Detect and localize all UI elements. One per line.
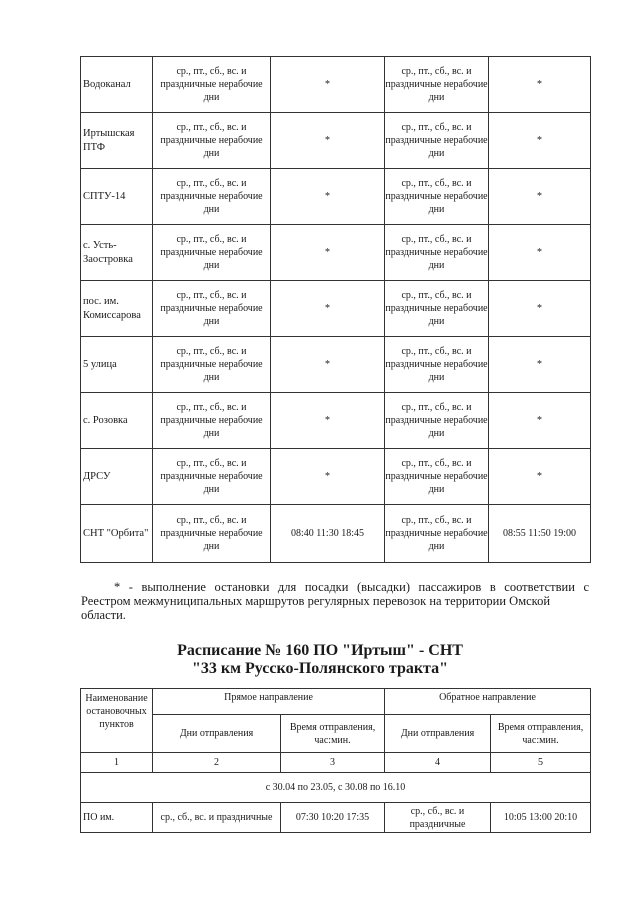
departure-days-forward-cell: ср., пт., сб., вс. и праздничные нерабочие дни: [153, 505, 271, 563]
schedule-table-continued: [80, 56, 591, 563]
departure-days-forward-cell: ср., пт., сб., вс. и праздничные нерабочие дни: [153, 281, 271, 337]
departure-time-backward-cell: *: [489, 113, 591, 169]
header-departure-time: Время отправления, час:мин.: [281, 715, 385, 753]
departure-days-backward-cell: ср., пт., сб., вс. и праздничные нерабочие дни: [385, 225, 489, 281]
table-row: [81, 393, 591, 449]
table-row: [81, 225, 591, 281]
departure-time-forward-cell: *: [271, 225, 385, 281]
schedule-table: [80, 688, 591, 833]
period-row: [81, 773, 591, 803]
header-forward-direction: Прямое направление: [153, 689, 385, 715]
column-number: 2: [153, 753, 281, 773]
departure-days-forward-cell: ср., пт., сб., вс. и праздничные нерабочие дни: [153, 113, 271, 169]
departure-days-forward-cell: ср., пт., сб., вс. и праздничные нерабочие дни: [153, 57, 271, 113]
departure-days-backward-cell: ср., пт., сб., вс. и праздничные нерабочие дни: [385, 169, 489, 225]
schedule-subtitle: "33 км Русско-Полянского тракта": [192, 660, 448, 677]
table-row: [81, 113, 591, 169]
departure-time-forward-cell: *: [271, 169, 385, 225]
table-row: [81, 449, 591, 505]
table-row: [81, 803, 591, 833]
stop-name-cell: ДРСУ: [81, 449, 153, 505]
departure-time-forward-cell: 08:40 11:30 18:45: [271, 505, 385, 563]
column-number: 1: [81, 753, 153, 773]
departure-time-backward-cell: 08:55 11:50 19:00: [489, 505, 591, 563]
table-header-row: [81, 689, 591, 715]
stop-name-cell: Иртышская ПТФ: [81, 113, 153, 169]
column-number-row: [81, 753, 591, 773]
header-departure-days: Дни отправления: [153, 715, 281, 753]
table-row: [81, 281, 591, 337]
departure-time-forward-cell: *: [271, 57, 385, 113]
departure-time-forward-cell: *: [271, 281, 385, 337]
departure-days-forward-cell: ср., пт., сб., вс. и праздничные нерабочие дни: [153, 393, 271, 449]
header-stop-name: Наименование остановочных пунктов: [81, 689, 153, 753]
departure-time-forward-cell: *: [271, 113, 385, 169]
departure-days-forward-cell: ср., пт., сб., вс. и праздничные нерабочие дни: [153, 337, 271, 393]
stop-name-cell: СПТУ-14: [81, 169, 153, 225]
departure-time-backward-cell: *: [489, 337, 591, 393]
departure-time-backward-cell: *: [489, 449, 591, 505]
departure-days-backward-cell: ср., сб., вс. и праздничные: [385, 803, 491, 833]
departure-days-backward-cell: ср., пт., сб., вс. и праздничные нерабочие дни: [385, 113, 489, 169]
departure-days-forward-cell: ср., пт., сб., вс. и праздничные нерабочие дни: [153, 449, 271, 505]
column-number: 3: [281, 753, 385, 773]
departure-days-backward-cell: ср., пт., сб., вс. и праздничные нерабочие дни: [385, 393, 489, 449]
departure-days-forward-cell: ср., пт., сб., вс. и праздничные нерабочие дни: [153, 225, 271, 281]
stop-name-cell: 5 улица: [81, 337, 153, 393]
departure-time-backward-cell: *: [489, 57, 591, 113]
departure-time-backward-cell: *: [489, 281, 591, 337]
stop-name-cell: ПО им.: [81, 803, 153, 833]
period-label: с 30.04 по 23.05, с 30.08 по 16.10: [81, 773, 591, 803]
column-number: 5: [491, 753, 591, 773]
header-departure-time: Время отправления, час:мин.: [491, 715, 591, 753]
departure-time-forward-cell: *: [271, 337, 385, 393]
departure-time-backward-cell: *: [489, 169, 591, 225]
schedule-title: Расписание № 160 ПО "Иртыш" - СНТ: [177, 642, 463, 659]
column-number: 4: [385, 753, 491, 773]
footnote-line: области.: [81, 608, 126, 622]
table-row: [81, 337, 591, 393]
departure-time-forward-cell: *: [271, 449, 385, 505]
departure-time-backward-cell: 10:05 13:00 20:10: [491, 803, 591, 833]
departure-time-backward-cell: *: [489, 393, 591, 449]
departure-days-backward-cell: ср., пт., сб., вс. и праздничные нерабочие дни: [385, 505, 489, 563]
stop-name-cell: Водоканал: [81, 57, 153, 113]
stop-name-cell: пос. им. Комиссарова: [81, 281, 153, 337]
table-row: [81, 505, 591, 563]
stop-name-cell: с. Усть-Заостровка: [81, 225, 153, 281]
stop-name-cell: с. Розовка: [81, 393, 153, 449]
departure-days-forward-cell: ср., сб., вс. и праздничные: [153, 803, 281, 833]
table-row: [81, 169, 591, 225]
departure-days-backward-cell: ср., пт., сб., вс. и праздничные нерабочие дни: [385, 449, 489, 505]
departure-time-forward-cell: 07:30 10:20 17:35: [281, 803, 385, 833]
footnote: [81, 580, 589, 622]
stop-name-cell: СНТ "Орбита": [81, 505, 153, 563]
table-row: [81, 57, 591, 113]
table-header-row: [81, 715, 591, 753]
departure-days-backward-cell: ср., пт., сб., вс. и праздничные нерабочие дни: [385, 281, 489, 337]
header-backward-direction: Обратное направление: [385, 689, 591, 715]
departure-days-backward-cell: ср., пт., сб., вс. и праздничные нерабочие дни: [385, 57, 489, 113]
departure-days-forward-cell: ср., пт., сб., вс. и праздничные нерабочие дни: [153, 169, 271, 225]
footnote-line: * - выполнение остановки для посадки (высадки) пассажиров в соответствии с: [114, 580, 589, 594]
departure-time-backward-cell: *: [489, 225, 591, 281]
departure-days-backward-cell: ср., пт., сб., вс. и праздничные нерабочие дни: [385, 337, 489, 393]
header-departure-days: Дни отправления: [385, 715, 491, 753]
footnote-line: Реестром межмуниципальных маршрутов регулярных перевозок на территории Омской: [81, 594, 551, 608]
departure-time-forward-cell: *: [271, 393, 385, 449]
